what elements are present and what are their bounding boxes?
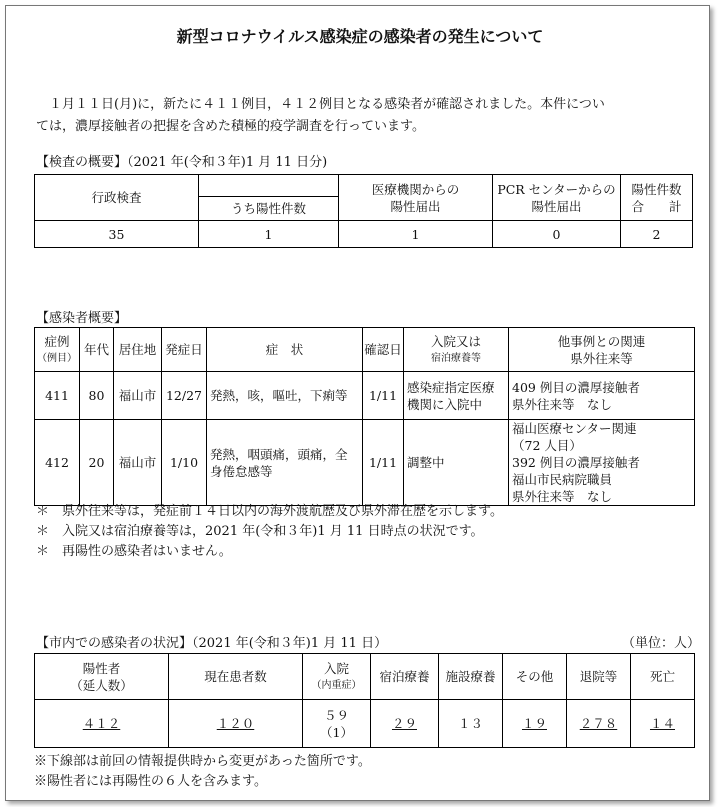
case-notes	[36, 502, 503, 562]
header-pcr: PCR センターからの 陽性届出	[493, 175, 621, 221]
case-confirmed: 1/11	[363, 420, 404, 506]
case-admission: 調整中	[404, 420, 509, 506]
header-positive: 陽性者 （延人数）	[35, 654, 169, 700]
value-current: １２０	[169, 700, 303, 748]
case-residence: 福山市	[114, 420, 162, 506]
value-death: １４	[631, 700, 695, 748]
note-line: ＊ 入院又は宿泊療養等は，2021 年(令和３年)1 月 11 日時点の状況です。	[36, 524, 484, 539]
header-hotel: 宿泊療養	[371, 654, 439, 700]
test-summary-table	[34, 174, 693, 248]
note-line: ※陽性者には再陽性の６人を含みます。	[34, 774, 267, 789]
test-summary-heading: 【検査の概要】（2021 年(令和３年)1 月 11 日分)	[36, 155, 328, 170]
header-inpatient: 入院 （内重症）	[303, 654, 371, 700]
header-case: 症例 （例目）	[35, 328, 80, 372]
case-onset: 1/10	[162, 420, 207, 506]
intro-line: ては，濃厚接触者の把握を含めた積極的疫学調査を行っています。	[36, 119, 425, 134]
header-admission: 入院又は 宿泊療養等	[404, 328, 509, 372]
unit-label: （単位：人）	[622, 636, 701, 651]
table-row	[35, 420, 695, 506]
case-confirmed: 1/11	[363, 372, 404, 420]
page-title: 新型コロナウイルス感染症の感染者の発生について	[176, 27, 544, 46]
case-admission: 感染症指定医療 機関に入院中	[404, 372, 509, 420]
value-iryo: 1	[339, 221, 493, 248]
value-discharged: ２７８	[567, 700, 631, 748]
header-confirmed: 確認日	[363, 328, 404, 372]
header-blank	[199, 175, 339, 197]
value-gyosei: 35	[35, 221, 199, 248]
header-discharged: 退院等	[567, 654, 631, 700]
intro-paragraph	[36, 94, 691, 138]
header-onset: 発症日	[162, 328, 207, 372]
header-gyosei: 行政検査	[35, 175, 199, 221]
header-symptoms: 症 状	[207, 328, 363, 372]
value-hotel: ２９	[371, 700, 439, 748]
value-other: １９	[503, 700, 567, 748]
header-total: 陽性件数 合 計	[621, 175, 693, 221]
case-age: 80	[80, 372, 114, 420]
header-iryo: 医療機関からの 陽性届出	[339, 175, 493, 221]
case-onset: 12/27	[162, 372, 207, 420]
intro-line: １月１１日(月)に，新たに４１１例目，４１２例目となる感染者が確認されました。本件につい	[36, 97, 605, 112]
note-line: ＊ 県外往来等は，発症前１４日以内の海外渡航歴及び県外滞在歴を示します。	[36, 504, 503, 519]
case-number: 412	[35, 420, 80, 506]
header-facility: 施設療養	[439, 654, 503, 700]
value-facility: １３	[439, 700, 503, 748]
note-line: ※下線部は前回の情報提供時から変更があった箇所です。	[34, 754, 371, 769]
table-row	[35, 372, 695, 420]
case-number: 411	[35, 372, 80, 420]
case-summary-heading: 【感染者概要】	[36, 311, 128, 326]
header-relation: 他事例との関連 県外往来等	[509, 328, 695, 372]
city-status-heading: 【市内での感染者の状況】（2021 年(令和３年)1 月 11 日）	[36, 636, 388, 651]
header-other: その他	[503, 654, 567, 700]
case-summary-table	[34, 327, 695, 506]
note-line: ＊ 再陽性の感染者はいません。	[36, 544, 232, 559]
value-inpatient: ５９ （1）	[303, 700, 371, 748]
header-current: 現在患者数	[169, 654, 303, 700]
case-symptoms: 発熱，咳，嘔吐，下痢等	[207, 372, 363, 420]
value-uchi: 1	[199, 221, 339, 248]
value-total: 2	[621, 221, 693, 248]
case-relation: 409 例目の濃厚接触者 県外往来等 なし	[509, 372, 695, 420]
header-age: 年代	[80, 328, 114, 372]
value-pcr: 0	[493, 221, 621, 248]
header-residence: 居住地	[114, 328, 162, 372]
case-residence: 福山市	[114, 372, 162, 420]
city-status-table	[34, 653, 695, 748]
header-death: 死亡	[631, 654, 695, 700]
value-positive: ４１２	[35, 700, 169, 748]
city-notes	[34, 752, 371, 792]
case-relation: 福山医療センター関連 （72 人目） 392 例目の濃厚接触者 福山市民病院職員 県外往来等 なし	[509, 420, 695, 506]
header-uchi: うち陽性件数	[199, 197, 339, 221]
case-age: 20	[80, 420, 114, 506]
case-symptoms: 発熱，咽頭痛，頭痛，全 身倦怠感等	[207, 420, 363, 506]
